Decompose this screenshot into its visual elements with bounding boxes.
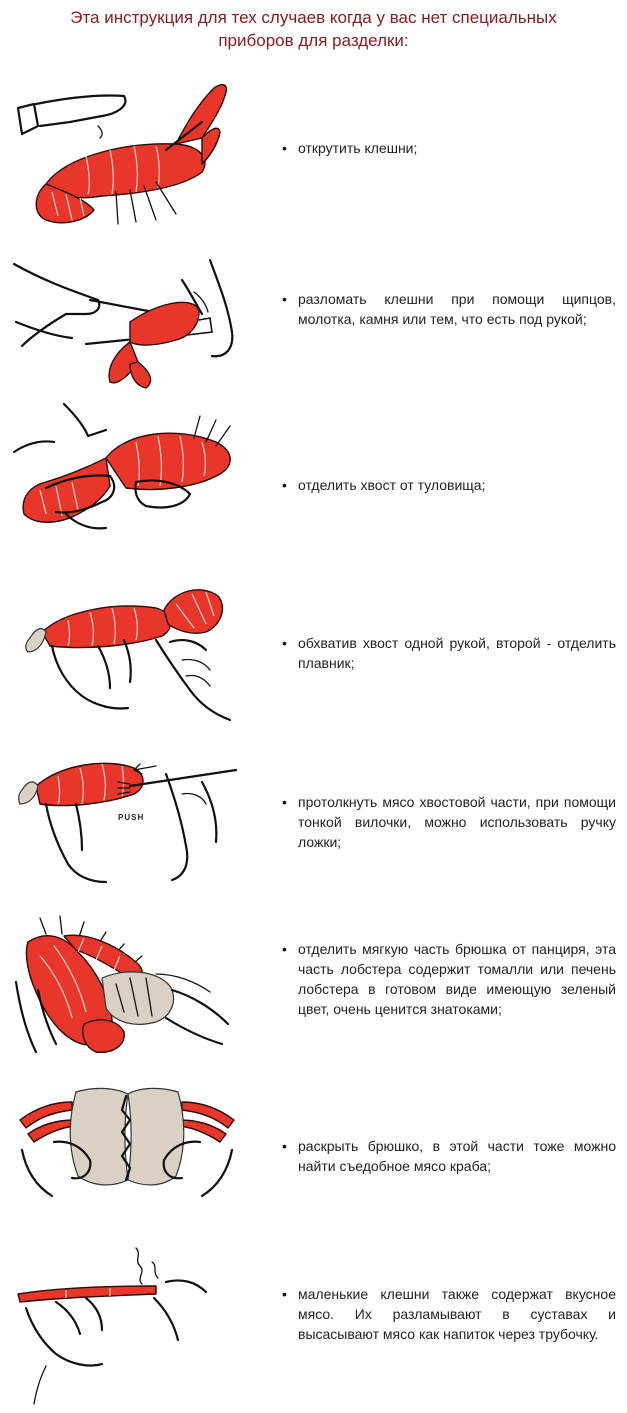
step-5-text: • протолкнуть мясо хвостовой части, при помощи тонкой вилочки, можно использовать ручку ложки; [278, 792, 616, 852]
step-8-text: • маленькие клешни также содержат вкусное мясо. Их разламывают в суставах и высасывают мясо как напиток через трубочку. [278, 1284, 616, 1344]
pushing-tail-meat-with-fork-illustration [6, 746, 250, 886]
step-7-text: • раскрыть брюшко, в этой части тоже можно найти съедобное мясо краба; [278, 1136, 616, 1176]
step-4-text: • обхватив хвост одной рукой, второй - отделить плавник; [278, 633, 616, 673]
cracking-claws-with-tongs-illustration [6, 252, 250, 402]
separating-tail-from-body-illustration [6, 402, 250, 552]
step-3-text: • отделить хвост от туловища; [278, 475, 616, 495]
step-1-text: • открутить клешни; [278, 138, 616, 158]
separating-body-from-shell-illustration [6, 912, 250, 1062]
push-caption: PUSH [118, 813, 145, 822]
page-title-line-1: Эта инструкция для тех случаев когда у вас нет специальных [70, 8, 557, 27]
page-title [0, 6, 627, 52]
opening-body-illustration [6, 1080, 250, 1200]
small-claws-illustration [6, 1236, 250, 1406]
hand-twisting-claws-illustration [6, 64, 250, 244]
step-2-text: • разломать клешни при помощи щипцов, молотка, камня или тем, что есть под рукой; [278, 289, 616, 329]
removing-tail-fin-illustration [6, 580, 250, 730]
step-6-text: • отделить мягкую часть брюшка от панциря, эта часть лобстера содержит томалли или печень лобстера в готовом виде имеющую зеленый цвет, очень ценится знатоками; [278, 939, 616, 1019]
page-title-line-2: приборов для разделки: [218, 31, 409, 50]
